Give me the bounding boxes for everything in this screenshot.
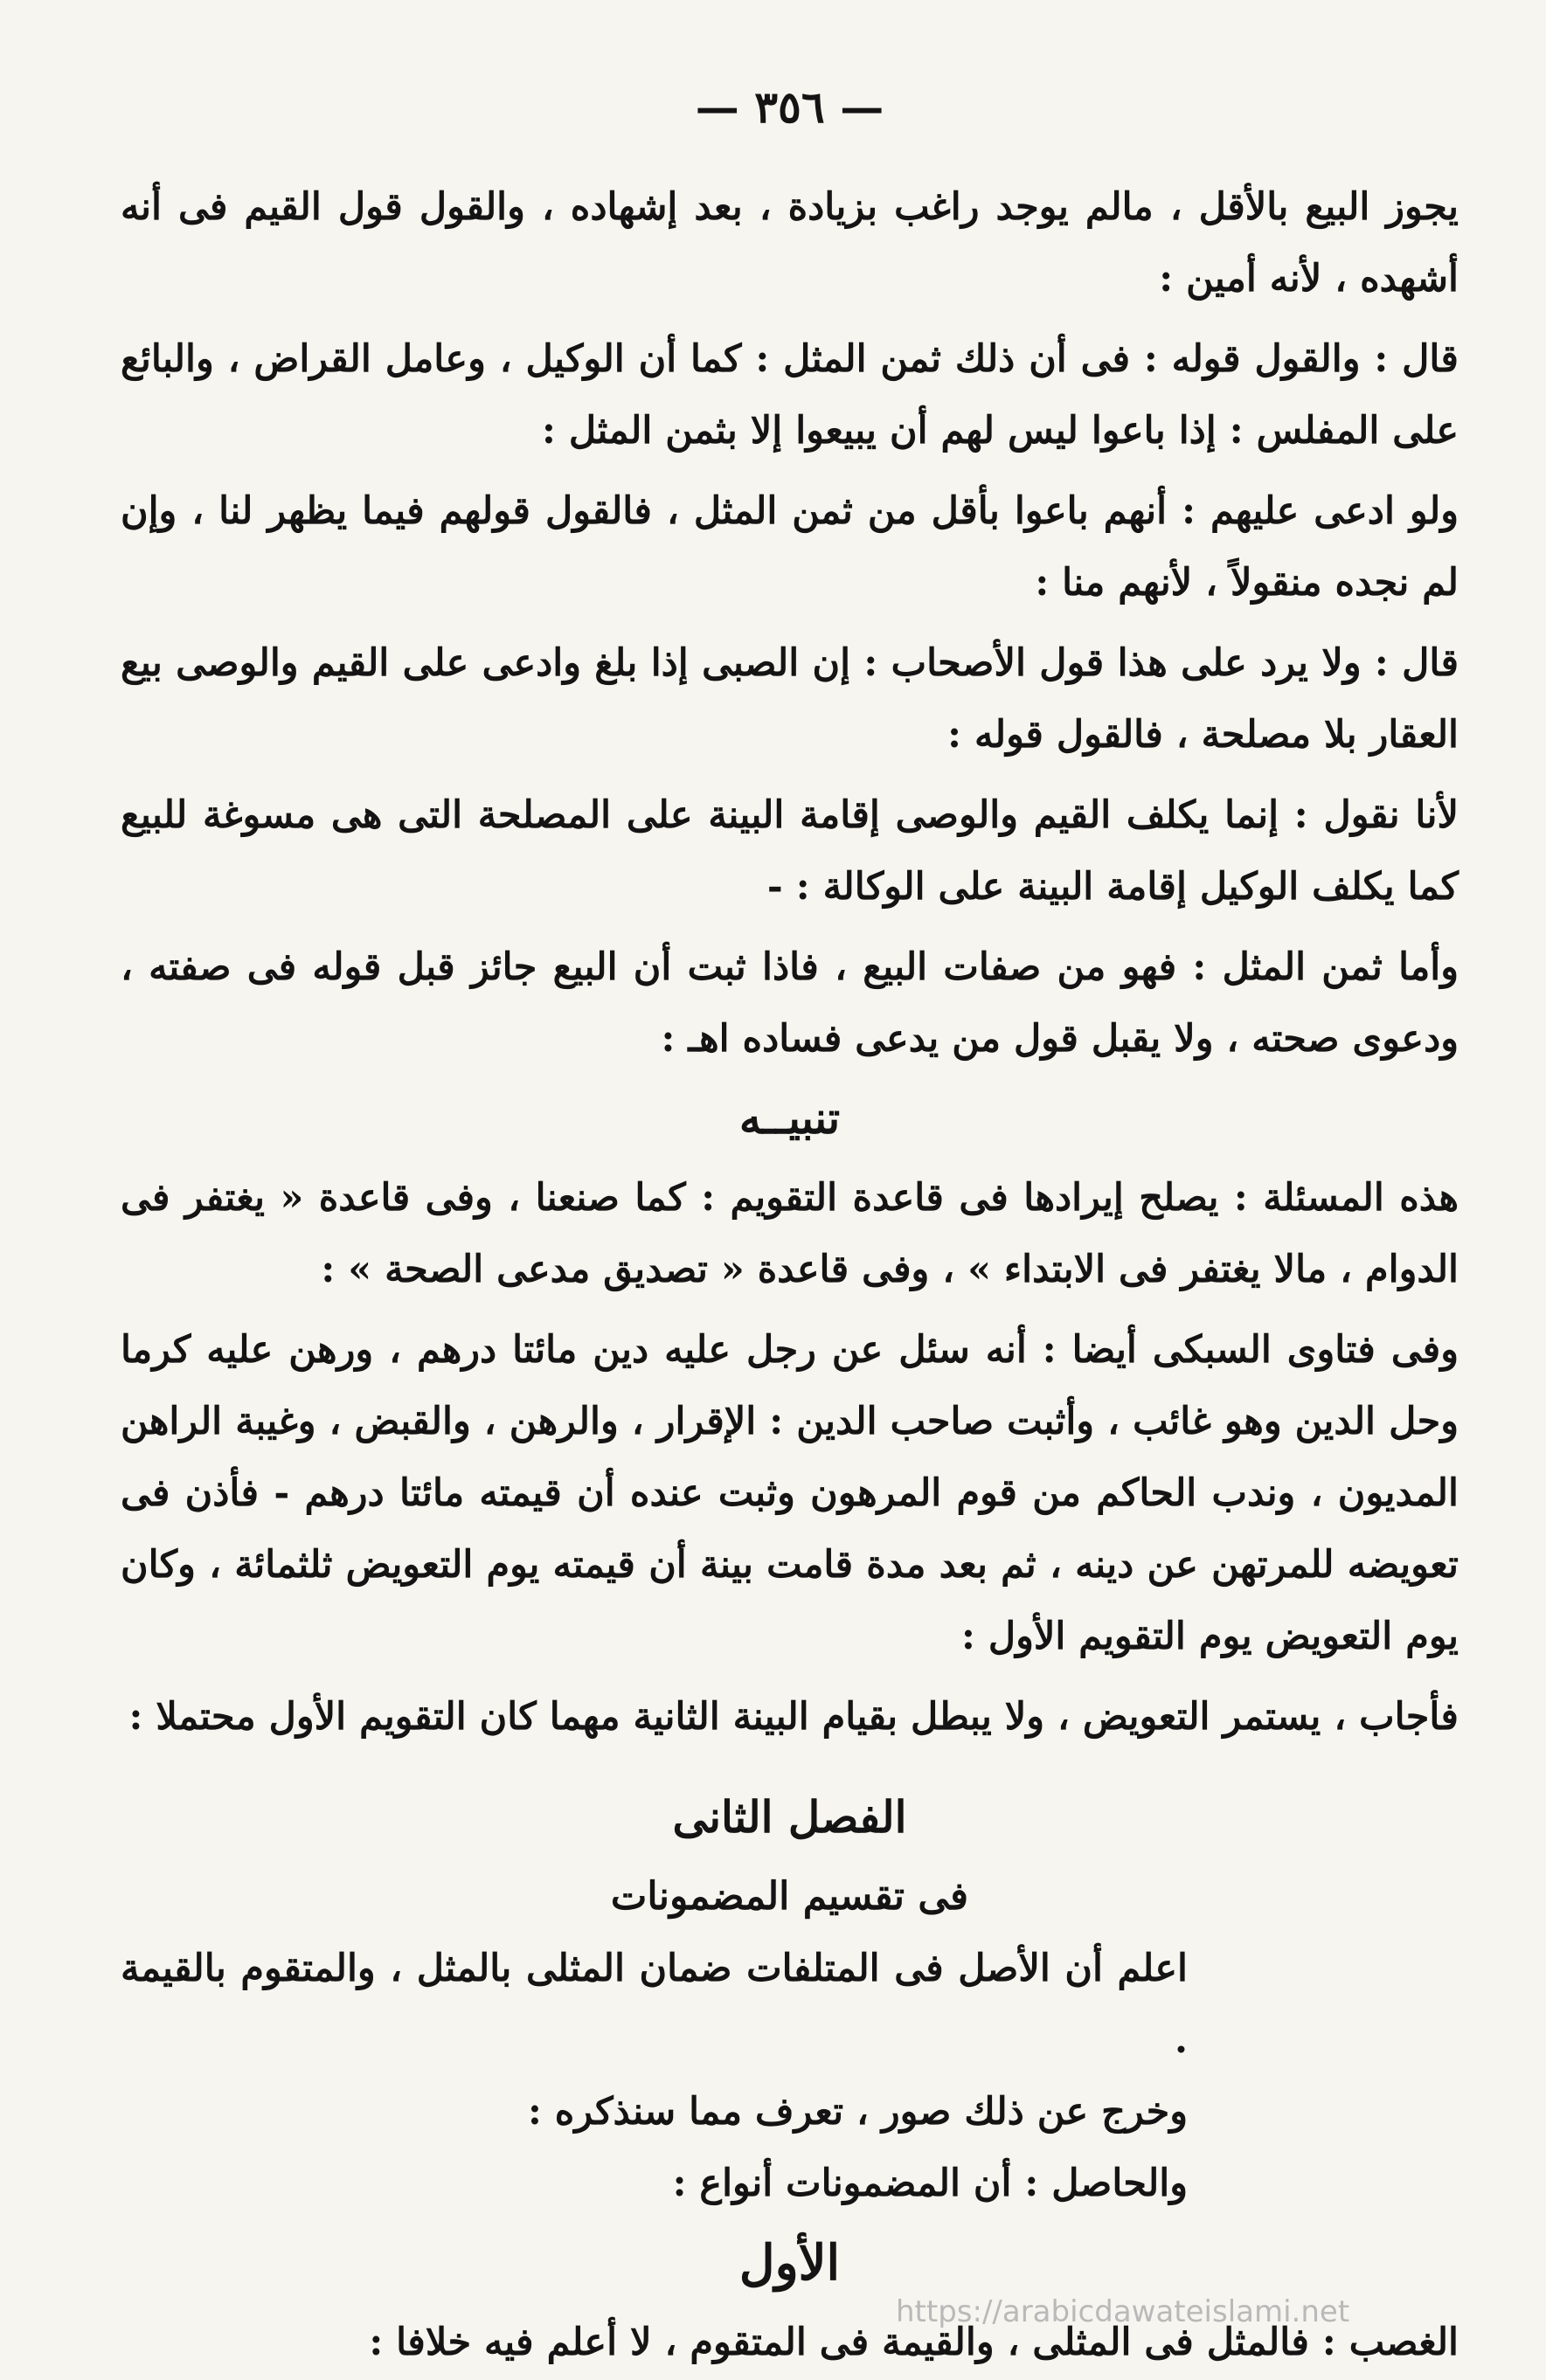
- paragraph: يجوز البيع بالأقل ، مالم يوجد راغب بزيادة ، بعد إشهاده ، والقول قول القيم فى أنه أشهده ، لأنه أمين :: [121, 185, 1459, 301]
- section-heading-tanbih: تنبيــه: [738, 1092, 841, 1144]
- paragraph: وأما ثمن المثل : فهو من صفات البيع ، فاذا ثبت أن البيع جائز قبل قوله فى صفته ، ودعوى صحته ، ولا يقبل قول من يدعى فساده اهـ :: [121, 945, 1459, 1061]
- paragraph: اعلم أن الأصل فى المتلفات ضمان المثلى بالمثل ، والمتقوم بالقيمة .: [121, 1947, 1188, 2062]
- paragraph: والحاصل : أن المضمونات أنواع :: [672, 2162, 1188, 2205]
- page-number: — ٣٥٦ —: [695, 81, 884, 133]
- paragraph: الغصب : فالمثل فى المثلى ، والقيمة فى المتقوم ، لا أعلم فيه خلافا :: [369, 2321, 1459, 2364]
- paragraph: وفى فتاوى السبكى أيضا : أنه سئل عن رجل عليه دين مائتا درهم ، ورهن عليه كرما وحل الدين وهو غائب ، وأثبت صاحب الدين : الإقرار ، والرهن ، والقبض ، وغيبة الراهن المديون ، وندب الحاكم من قوم المرهون وثبت عنده أن قيمته مائتا درهم - فأذن فى تعويضه للمرتهن عن دينه ، ثم بعد مدة قامت بينة أن قيمته يوم التعويض ثلثمائة ، وكان يوم التعويض يوم التقويم الأول :: [121, 1328, 1459, 1658]
- paragraph: هذه المسئلة : يصلح إيرادها فى قاعدة التقويم : كما صنعنا ، وفى قاعدة « يغتفر فى الدوام ، مالا يغتفر فى الابتداء » ، وفى قاعدة « تصديق مدعى الصحة » :: [121, 1176, 1459, 1291]
- paragraph: وخرج عن ذلك صور ، تعرف مما سنذكره :: [527, 2090, 1188, 2134]
- intro-block: [121, 1933, 1459, 2219]
- paragraph: قال : ولا يرد على هذا قول الأصحاب : إن الصبى إذا بلغ وادعى على القيم والوصى بيع العقار بلا مصلحة ، فالقول قوله :: [121, 641, 1459, 757]
- section-heading-first: الأول: [738, 2234, 841, 2292]
- chapter-subheading: فى تقسيم المضمونات: [610, 1874, 969, 1919]
- paragraph: قال : والقول قوله : فى أن ذلك ثمن المثل : كما أن الوكيل ، وعامل القراض ، والبائع على المفلس : إذا باعوا ليس لهم أن يبيعوا إلا بثمن المثل :: [121, 337, 1459, 453]
- watermark-url: https://arabicdawateislami.net: [896, 2294, 1350, 2329]
- paragraph: ولو ادعى عليهم : أنهم باعوا بأقل من ثمن المثل ، فالقول قولهم فيما يظهر لنا ، وإن لم نجده منقولاً ، لأنهم منا :: [121, 489, 1459, 605]
- paragraph: لأنا نقول : إنما يكلف القيم والوصى إقامة البينة على المصلحة التى هى مسوغة للبيع كما يكلف الوكيل إقامة البينة على الوكالة : -: [121, 793, 1459, 909]
- paragraph: فأجاب ، يستمر التعويض ، ولا يبطل بقيام البينة الثانية مهما كان التقويم الأول محتملا :: [128, 1695, 1459, 1739]
- chapter-heading: الفصل الثانى: [672, 1791, 907, 1843]
